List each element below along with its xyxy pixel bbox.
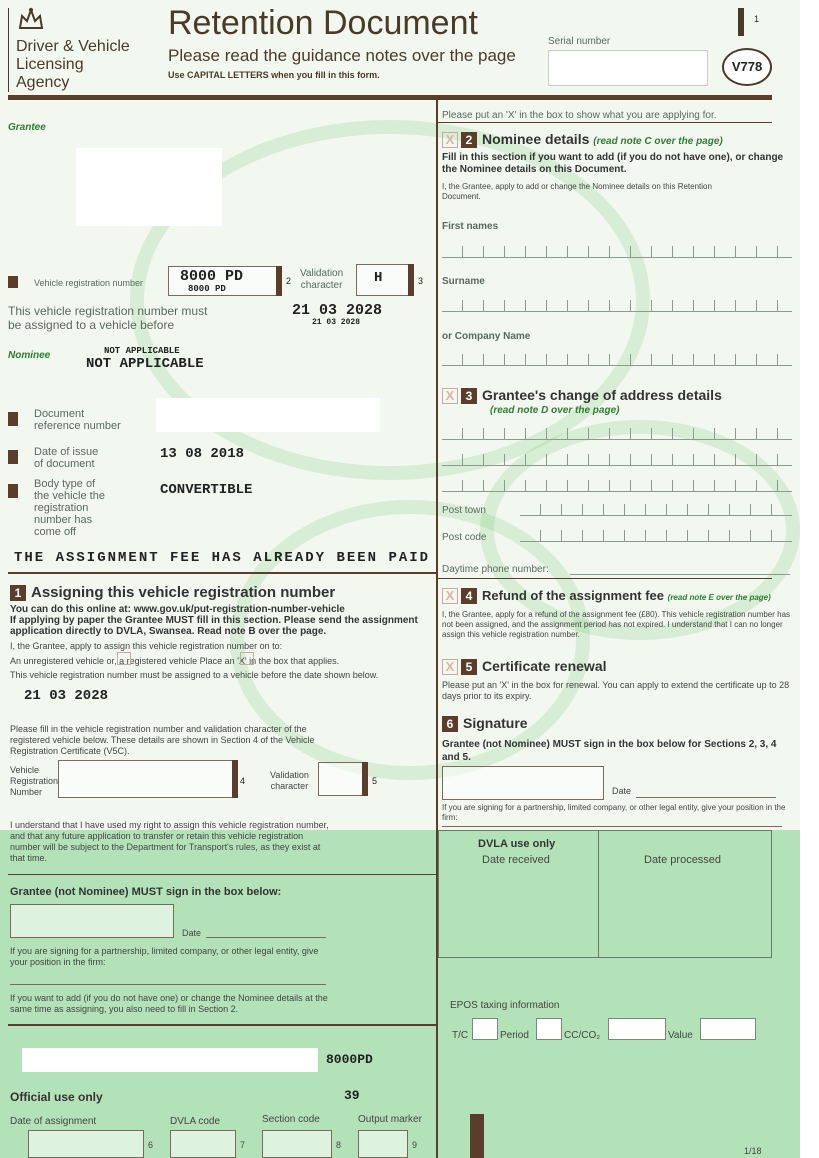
- section-title: Assigning this vehicle registration number: [31, 584, 336, 601]
- marker: [408, 264, 414, 296]
- divider: [8, 8, 9, 92]
- page-reference: 1/18: [744, 1146, 762, 1156]
- dvla-code-field[interactable]: [170, 1130, 236, 1158]
- section-title: Grantee's change of address details: [482, 387, 722, 403]
- section-number: 5: [461, 659, 477, 675]
- assign-before-text: [8, 304, 207, 332]
- section-code-field[interactable]: [262, 1130, 332, 1158]
- online-link-text: You can do this online at: www.gov.uk/put-registration-number-vehicle: [10, 604, 345, 615]
- box-number: 5: [372, 776, 378, 786]
- issue-date-label: [34, 446, 98, 470]
- page-title: Retention Document: [168, 4, 478, 42]
- section1-heading: [10, 584, 335, 601]
- assignment-date-field[interactable]: [28, 1130, 144, 1158]
- section4-text: I, the Grantee, apply for a refund of the assignment fee (£80). This vehicle registration number has not been assigned, and the assignment period has not expired. I understand that I can no longer assign this vehicle registration number.: [442, 610, 791, 639]
- section6-signature-box[interactable]: [442, 766, 604, 800]
- dvla-code-label: DVLA code: [170, 1116, 221, 1127]
- marker: [276, 266, 282, 296]
- val-label: [270, 770, 309, 792]
- nominee-value: NOT APPLICABLE: [86, 356, 204, 372]
- section-number: 4: [461, 588, 477, 604]
- section-note: (read note E over the page): [667, 593, 771, 602]
- nominee-small: NOT APPLICABLE: [104, 346, 180, 356]
- section6-heading: [442, 715, 528, 732]
- serial-number-field[interactable]: [548, 50, 708, 86]
- marker-bar: [738, 8, 744, 36]
- subtitle: Please read the guidance notes over the page: [168, 46, 516, 65]
- plate-print: 8000PD: [326, 1052, 373, 1067]
- assign-before-date: 21 03 2028: [24, 688, 109, 704]
- reg-number-label: Vehicle registration number: [34, 278, 144, 288]
- marker: [232, 760, 238, 798]
- section2-fill-text: Fill in this section if you want to add (if you do not have one), or change the Nominee details on this Document.: [442, 152, 784, 175]
- docref-redacted: [156, 398, 380, 432]
- section3-checkbox[interactable]: X: [442, 388, 458, 404]
- period-label: Period: [500, 1030, 529, 1041]
- post-town-label: Post town: [442, 505, 486, 516]
- paper-instructions: If applying by paper the Grantee MUST fill in this section. Please send the assignment application directly to DVLA, Swansea. Read note B over the page.: [10, 615, 418, 637]
- unregistered-vehicle-checkbox[interactable]: [117, 652, 131, 665]
- form-code-badge: V778: [722, 48, 772, 86]
- apply-text: I, the Grantee, apply to assign this vehicle registration number on to:: [10, 641, 283, 651]
- validation-value: H: [374, 270, 383, 286]
- marker: [362, 762, 368, 796]
- section1-instructions: [10, 604, 430, 637]
- period-field[interactable]: [536, 1018, 562, 1040]
- label-line: Body type of: [34, 478, 96, 490]
- label-line: Document: [34, 408, 85, 420]
- must-sign-text: Grantee (not Nominee) MUST sign in the box below:: [10, 886, 282, 898]
- section-note: (read note D over the page): [490, 405, 620, 416]
- cc-label: CC/CO₂: [564, 1030, 601, 1041]
- marker: [8, 412, 18, 426]
- post-code-label: Post code: [442, 532, 487, 543]
- dvla-use-heading: DVLA use only: [478, 838, 556, 850]
- label-line: of document: [34, 458, 95, 470]
- vrn-label: [10, 765, 58, 798]
- section-number: 1: [10, 585, 26, 601]
- section-title: Certificate renewal: [482, 658, 607, 674]
- assign-before-date: 21 03 2028: [292, 302, 383, 319]
- agency-name: [16, 38, 130, 92]
- section-code-label: Section code: [262, 1114, 320, 1125]
- instruction: Use CAPITAL LETTERS when you fill in this form.: [168, 70, 380, 80]
- section3-heading: [442, 387, 722, 404]
- nominee-label: Nominee: [8, 350, 51, 361]
- section6-must-sign: Grantee (not Nominee) MUST sign in the box below for Sections 2, 3, 4 and 5.: [442, 739, 777, 763]
- section4-checkbox[interactable]: X: [442, 588, 458, 604]
- partnership-text: If you are signing for a partnership, limited company, or other legal entity, give your position in the firm:: [10, 946, 319, 967]
- post-town-input[interactable]: [520, 504, 792, 516]
- serial-label: Serial number: [548, 36, 611, 47]
- box-number: 4: [240, 776, 246, 786]
- section-number: 6: [442, 716, 458, 732]
- label-line: character: [300, 280, 343, 291]
- label-line: the vehicle the: [34, 490, 105, 502]
- label-line: number has: [34, 514, 93, 526]
- agency-line: Agency: [16, 74, 70, 91]
- assignment-date-label: Date of assignment: [10, 1116, 97, 1127]
- section2-apply-text: I, the Grantee, apply to add or change the Nominee details on this Retention Document.: [442, 182, 712, 201]
- date-processed-label: Date processed: [644, 854, 722, 866]
- section2-checkbox[interactable]: X: [442, 132, 458, 148]
- agency-line: Driver & Vehicle: [16, 38, 130, 55]
- label-line: Validation: [270, 770, 309, 780]
- vrn-input[interactable]: [58, 760, 234, 798]
- section5-heading: [442, 658, 607, 675]
- section6-date-line[interactable]: [636, 797, 776, 798]
- value-field[interactable]: [700, 1018, 756, 1040]
- first-names-label: First names: [442, 221, 499, 232]
- box-number: 8: [336, 1140, 342, 1150]
- validation-label: [300, 268, 343, 292]
- date-line[interactable]: [206, 937, 326, 938]
- section-number: 2: [461, 132, 477, 148]
- box-number: 6: [148, 1140, 154, 1150]
- box-number: 3: [418, 276, 424, 286]
- date-received-label: Date received: [482, 854, 550, 866]
- agency-line: Licensing: [16, 56, 84, 73]
- divider: [598, 830, 599, 958]
- body-type-value: CONVERTIBLE: [160, 482, 253, 498]
- section6-partner-text: If you are signing for a partnership, limited company, or other legal entity, give your position in the firm:: [442, 803, 786, 822]
- vehicle-type-text: An unregistered vehicle or, a registered vehicle Place an 'X' in the box that applies.: [10, 656, 340, 666]
- fill-in-instructions: Please fill in the vehicle registration number and validation character of the registered vehicle below. These details are shown in Section 4 of the Vehicle Registration Certificate (V5C).: [10, 724, 315, 756]
- column-divider: [436, 100, 438, 1158]
- company-name-label: or Company Name: [442, 331, 531, 342]
- reg-number-small: 8000 PD: [188, 284, 226, 294]
- label-line: Vehicle: [10, 765, 40, 775]
- validation-input[interactable]: [318, 762, 364, 796]
- address-line-1-input[interactable]: [442, 428, 792, 440]
- header-rule: [8, 95, 772, 100]
- marker: [8, 484, 18, 498]
- section4-heading: [442, 588, 771, 604]
- label-line: Registration: [10, 776, 59, 786]
- label-line: Date of issue: [34, 446, 99, 458]
- cc-field[interactable]: [608, 1018, 666, 1040]
- grantee-redacted: [76, 148, 222, 226]
- date-label: Date: [182, 928, 202, 938]
- output-marker-field[interactable]: [358, 1130, 408, 1158]
- phone-label: Daytime phone number:: [442, 564, 549, 575]
- marker: [8, 276, 18, 288]
- fee-paid-note: THE ASSIGNMENT FEE HAS ALREADY BEEN PAID: [14, 550, 431, 566]
- address-line-3-input[interactable]: [442, 480, 792, 492]
- tc-field[interactable]: [472, 1018, 498, 1040]
- docref-label: [34, 408, 121, 432]
- box-number: 2: [286, 276, 292, 286]
- epos-label: EPOS taxing information: [450, 1000, 560, 1011]
- position-line[interactable]: [10, 984, 326, 985]
- crown-crest-icon: [16, 6, 46, 34]
- official-use-heading: Official use only: [10, 1090, 103, 1104]
- registered-vehicle-checkbox[interactable]: [240, 652, 254, 665]
- value-label: Value: [668, 1030, 693, 1041]
- box-number: 7: [240, 1140, 246, 1150]
- section-title: Refund of the assignment fee: [482, 588, 665, 603]
- section5-text: Please put an 'X' in the box for renewal. You can apply to extend the certificate up to 28 days prior to its expiry.: [442, 680, 790, 701]
- box-number: 9: [412, 1140, 418, 1150]
- signature-box[interactable]: [10, 904, 174, 938]
- section-rule: [8, 874, 436, 875]
- section6-position-line[interactable]: [442, 826, 782, 827]
- section-number: 3: [461, 388, 477, 404]
- date-label: Date: [612, 786, 632, 796]
- company-name-input[interactable]: [442, 354, 792, 366]
- address-redacted: [22, 1048, 318, 1072]
- section-title: Signature: [463, 715, 528, 731]
- body-type-label: [34, 478, 105, 538]
- post-code-input[interactable]: [520, 530, 792, 542]
- barcode-marker: [470, 1114, 484, 1158]
- assign-before-text: This vehicle registration number must be assigned to a vehicle before the date shown below.: [10, 670, 379, 680]
- label-line: registration: [34, 502, 89, 514]
- code-print: 39: [344, 1088, 360, 1103]
- text-line: be assigned to a vehicle before: [8, 318, 175, 332]
- label-line: character: [270, 781, 309, 791]
- label-line: Number: [10, 787, 43, 797]
- label-line: come off: [34, 526, 76, 538]
- marker: [8, 450, 18, 464]
- first-names-input[interactable]: [442, 246, 792, 258]
- assign-before-date-small: 21 03 2028: [312, 318, 361, 327]
- divider: [436, 578, 772, 579]
- phone-input[interactable]: [570, 574, 790, 575]
- section-title: Nominee details: [482, 131, 590, 147]
- surname-label: Surname: [442, 276, 485, 287]
- tc-label: T/C: [452, 1030, 469, 1041]
- section-rule: [8, 1024, 436, 1026]
- section2-heading: [442, 131, 723, 148]
- section-rule: [8, 572, 436, 574]
- surname-input[interactable]: [442, 300, 792, 312]
- address-line-2-input[interactable]: [442, 454, 792, 466]
- page-number: 1: [754, 14, 760, 24]
- issue-date-value: 13 08 2018: [160, 446, 245, 462]
- output-marker-label: Output marker: [358, 1114, 422, 1125]
- section5-checkbox[interactable]: X: [442, 659, 458, 675]
- understand-text: I understand that I have used my right to assign this vehicle registration number, and that any future application to transfer or retain this vehicle registration number will be subject to the Department for Transport's rules, as they exist at that time.: [10, 820, 329, 863]
- put-x-instruction: Please put an 'X' in the box to show what you are applying for.: [442, 110, 717, 121]
- divider: [436, 122, 772, 123]
- reg-number-value: 8000 PD: [180, 268, 244, 285]
- grantee-label: Grantee: [8, 122, 46, 133]
- label-line: Validation: [300, 268, 344, 279]
- label-line: reference number: [34, 420, 121, 432]
- validation-box: [356, 264, 410, 296]
- text-line: This vehicle registration number must: [8, 304, 208, 318]
- section-note: (read note C over the page): [593, 136, 723, 147]
- add-nominee-text: If you want to add (if you do not have one) or change the Nominee details at the same time as assigning, you also need to fill in Section 2.: [10, 993, 328, 1014]
